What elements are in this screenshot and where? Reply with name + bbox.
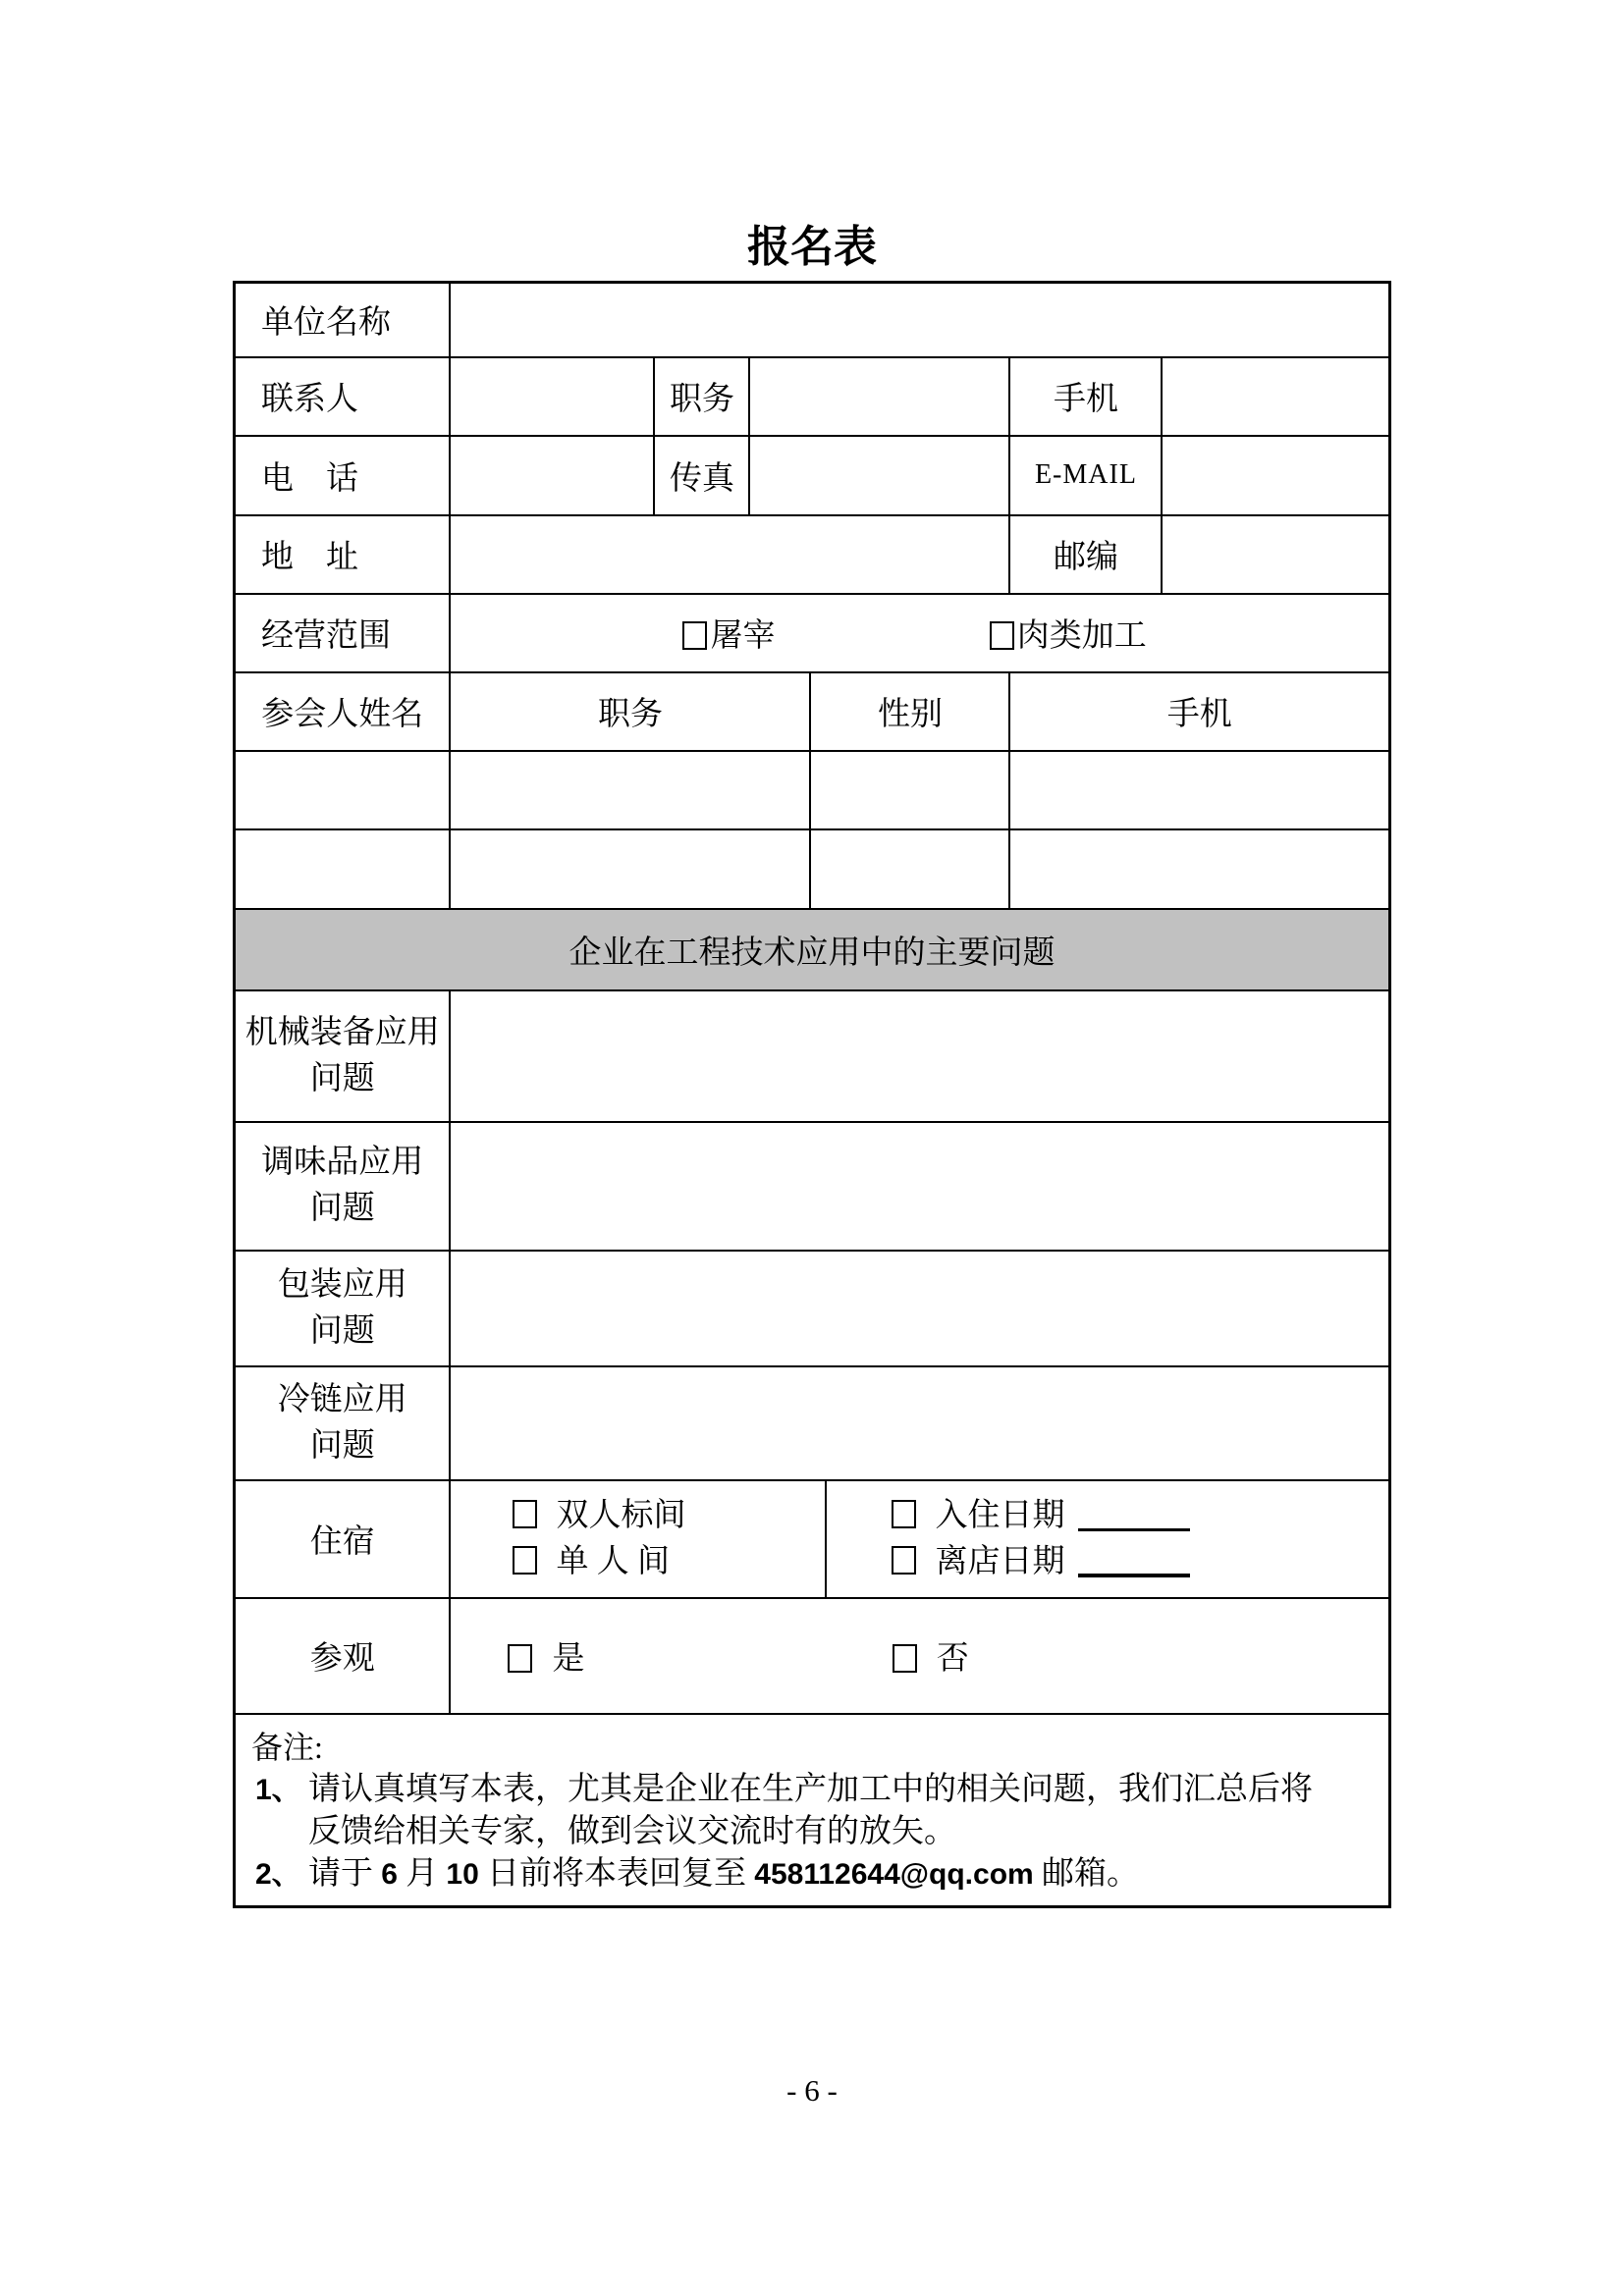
single-room-checkbox-icon[interactable] <box>513 1546 537 1575</box>
address-label: 地 址 <box>234 515 450 594</box>
machinery-problems-label <box>234 990 450 1122</box>
phone-row <box>234 436 1389 515</box>
reply-deadline-month: 6 <box>381 1857 398 1891</box>
attendee-position-header: 职务 <box>450 672 810 751</box>
single-room-option <box>513 1539 825 1585</box>
contact-person-input[interactable] <box>450 357 654 436</box>
packaging-problems-row <box>234 1251 1389 1366</box>
problems-section-title: 企业在工程技术应用中的主要问题 <box>234 909 1389 990</box>
visit-no-label: 否 <box>936 1641 969 1677</box>
seasoning-problems-input[interactable] <box>450 1122 1389 1251</box>
contact-person-label: 联系人 <box>234 357 450 436</box>
fax-label: 传真 <box>654 436 749 515</box>
telephone-input[interactable] <box>450 436 654 515</box>
telephone-label: 电 话 <box>234 436 450 515</box>
visit-no-option <box>893 1641 969 1677</box>
label-line-2: 问题 <box>309 1312 375 1349</box>
mobile-input[interactable] <box>1162 357 1389 436</box>
packaging-problems-label <box>234 1251 450 1366</box>
attendee-2-name-input[interactable] <box>234 829 450 909</box>
remarks-item-2-part: 月 <box>397 1855 447 1892</box>
position-label: 职务 <box>654 357 749 436</box>
machinery-problems-row <box>234 990 1389 1122</box>
remarks-item-2-number: 2、 <box>254 1857 301 1891</box>
attendee-2-position-input[interactable] <box>450 829 810 909</box>
attendee-1-mobile-input[interactable] <box>1009 751 1389 829</box>
label-line-1: 调味品应用 <box>261 1145 424 1180</box>
double-room-option <box>513 1493 825 1539</box>
contact-row <box>234 357 1389 436</box>
business-scope-options-cell <box>450 594 1389 672</box>
business-scope-label: 经营范围 <box>234 594 450 672</box>
label-line-2: 问题 <box>309 1191 375 1226</box>
remarks-item-2-text <box>308 1856 1139 1892</box>
checkin-date-option <box>892 1493 1388 1539</box>
coldchain-problems-row <box>234 1366 1389 1480</box>
attendee-row-1 <box>234 751 1389 829</box>
mobile-label: 手机 <box>1009 357 1162 436</box>
remarks-item-2-part: 请于 <box>307 1855 382 1892</box>
visit-yes-label: 是 <box>552 1641 585 1677</box>
attendee-2-gender-input[interactable] <box>810 829 1009 909</box>
double-room-label: 双人标间 <box>556 1497 686 1533</box>
business-scope-row <box>234 594 1389 672</box>
slaughter-option <box>682 618 775 654</box>
accommodation-label: 住宿 <box>234 1480 450 1598</box>
remarks-item-1-number: 1、 <box>254 1773 301 1806</box>
remarks-item-2-part: 邮箱。 <box>1033 1855 1139 1892</box>
remarks-item-2-part: 日前将本表回复至 <box>478 1855 755 1892</box>
slaughter-option-label: 屠宰 <box>710 618 776 654</box>
label-line-1: 包装应用 <box>277 1266 407 1303</box>
packaging-problems-input[interactable] <box>450 1251 1389 1366</box>
label-line-1: 机械装备应用 <box>244 1014 440 1050</box>
fax-input[interactable] <box>749 436 1009 515</box>
remarks-row <box>234 1714 1389 1907</box>
checkin-checkbox-icon[interactable] <box>892 1500 916 1528</box>
attendee-1-gender-input[interactable] <box>810 751 1009 829</box>
remarks-item-2 <box>251 1853 1326 1896</box>
checkout-date-option <box>892 1539 1388 1585</box>
position-input[interactable] <box>749 357 1009 436</box>
checkin-date-blank[interactable] <box>1078 1504 1190 1531</box>
coldchain-problems-label <box>234 1366 450 1480</box>
coldchain-problems-input[interactable] <box>450 1366 1389 1480</box>
address-row <box>234 515 1389 594</box>
visit-options-cell <box>450 1598 1389 1714</box>
attendee-2-mobile-input[interactable] <box>1009 829 1389 909</box>
company-name-input[interactable] <box>450 283 1389 357</box>
remarks-item-1 <box>251 1769 1326 1853</box>
checkin-date-label: 入住日期 <box>935 1497 1065 1533</box>
visit-yes-option <box>508 1641 584 1677</box>
company-name-label: 单位名称 <box>234 283 450 357</box>
checkout-checkbox-icon[interactable] <box>892 1546 916 1575</box>
postal-code-input[interactable] <box>1162 515 1389 594</box>
meat-processing-option <box>990 618 1147 654</box>
visit-yes-checkbox-icon[interactable] <box>508 1644 532 1673</box>
remarks-item-1-text: 请认真填写本表，尤其是企业在生产加工中的相关问题，我们汇总后将反馈给相关专家，做到会议交流时有的放矢。 <box>307 1771 1313 1849</box>
meat-processing-checkbox-icon[interactable] <box>990 621 1014 650</box>
reply-email-address: 458112644@qq.com <box>754 1857 1034 1891</box>
email-label: E-MAIL <box>1009 436 1162 515</box>
page-title: 报名表 <box>747 223 877 271</box>
reply-deadline-day: 10 <box>446 1857 479 1891</box>
attendee-1-position-input[interactable] <box>450 751 810 829</box>
label-line-2: 问题 <box>309 1427 375 1464</box>
email-input[interactable] <box>1162 436 1389 515</box>
stay-dates-cell <box>826 1480 1389 1598</box>
checkout-date-blank[interactable] <box>1078 1550 1190 1577</box>
label-line-2: 问题 <box>309 1060 375 1096</box>
remarks-title: 备注: <box>250 1729 323 1765</box>
registration-form-table <box>233 281 1391 1908</box>
checkout-date-label: 离店日期 <box>935 1543 1065 1579</box>
remarks-cell <box>234 1714 1389 1907</box>
seasoning-problems-label <box>234 1122 450 1251</box>
attendee-name-header: 参会人姓名 <box>234 672 450 751</box>
company-row <box>234 283 1389 357</box>
problems-section-band <box>234 909 1389 990</box>
seasoning-problems-row <box>234 1122 1389 1251</box>
attendee-header-row <box>234 672 1389 751</box>
postal-code-label: 邮编 <box>1009 515 1162 594</box>
attendee-row-2 <box>234 829 1389 909</box>
slaughter-checkbox-icon[interactable] <box>682 621 707 650</box>
visit-no-checkbox-icon[interactable] <box>893 1644 917 1673</box>
room-type-cell <box>450 1480 826 1598</box>
accommodation-row <box>234 1480 1389 1598</box>
attendee-mobile-header: 手机 <box>1009 672 1389 751</box>
double-room-checkbox-icon[interactable] <box>513 1500 537 1528</box>
machinery-problems-input[interactable] <box>450 990 1389 1122</box>
single-room-label: 单 人 间 <box>556 1543 670 1579</box>
page-number: - 6 - <box>786 2073 838 2108</box>
visit-label: 参观 <box>234 1598 450 1714</box>
attendee-1-name-input[interactable] <box>234 751 450 829</box>
visit-row <box>234 1598 1389 1714</box>
attendee-gender-header: 性别 <box>810 672 1009 751</box>
meat-processing-option-label: 肉类加工 <box>1016 618 1147 654</box>
label-line-1: 冷链应用 <box>277 1381 407 1417</box>
address-input[interactable] <box>450 515 1009 594</box>
